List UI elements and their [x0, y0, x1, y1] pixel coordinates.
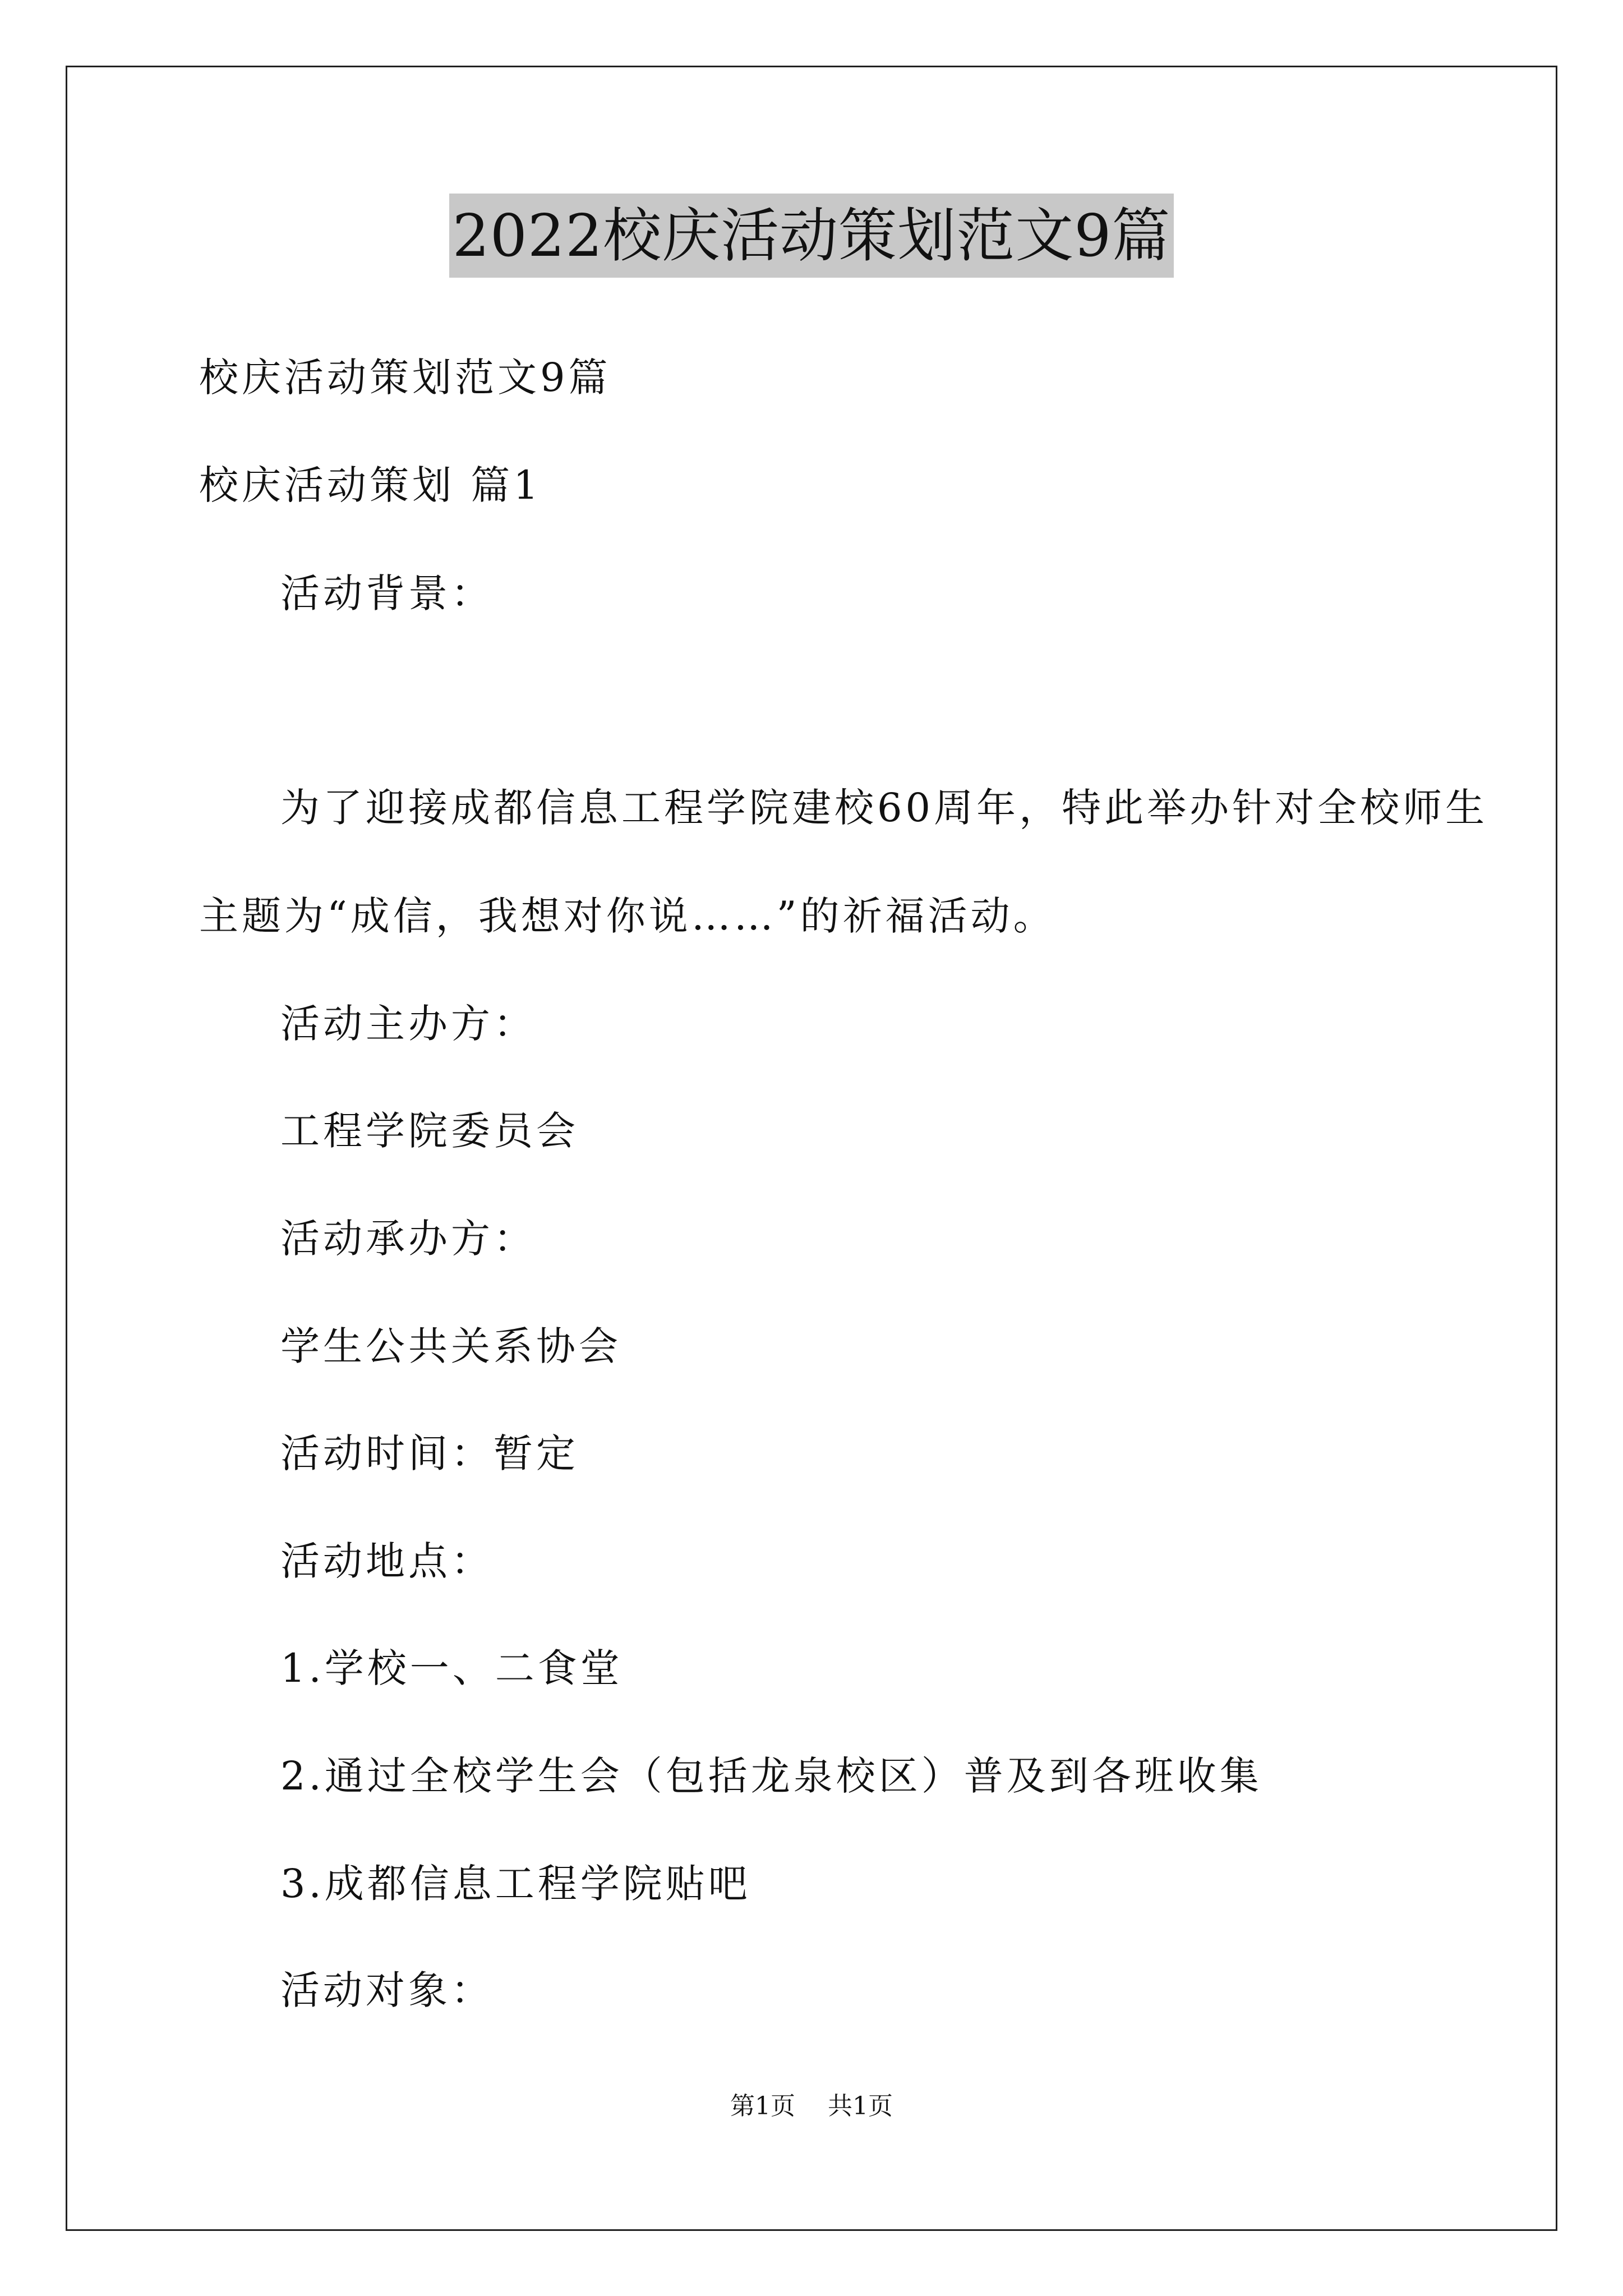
- title-container: [0, 194, 1623, 278]
- section-heading: 校庆活动策划 篇1: [199, 462, 542, 508]
- paragraph-line: 活动时间：暂定: [280, 1430, 579, 1476]
- paragraph-line: 为了迎接成都信息工程学院建校60周年，特此举办针对全校师生: [280, 785, 1488, 831]
- document-title: 2022校庆活动策划范文9篇: [449, 194, 1174, 278]
- list-item: 3.成都信息工程学院贴吧: [280, 1861, 751, 1907]
- paragraph-line: 活动地点：: [280, 1538, 494, 1584]
- page-number: 第1页: [730, 2092, 795, 2120]
- list-item: 2.通过全校学生会（包括龙泉校区）普及到各班收集: [280, 1753, 1262, 1799]
- page-footer: [0, 2090, 1623, 2123]
- paragraph-line: 活动背景：: [280, 570, 494, 616]
- subtitle-line: 校庆活动策划范文9篇: [199, 355, 611, 401]
- paragraph-line: 活动主办方：: [280, 1001, 536, 1047]
- paragraph-line: 活动承办方：: [280, 1216, 536, 1262]
- paragraph-line: 活动对象：: [280, 1967, 494, 2013]
- paragraph-line: 学生公共关系协会: [280, 1323, 621, 1369]
- paragraph-line: 主题为“成信，我想对你说……”的祈福活动。: [199, 893, 1056, 939]
- page-total: 共1页: [828, 2092, 893, 2120]
- list-item: 1.学校一、二食堂: [280, 1645, 623, 1691]
- paragraph-line: 工程学院委员会: [280, 1108, 579, 1154]
